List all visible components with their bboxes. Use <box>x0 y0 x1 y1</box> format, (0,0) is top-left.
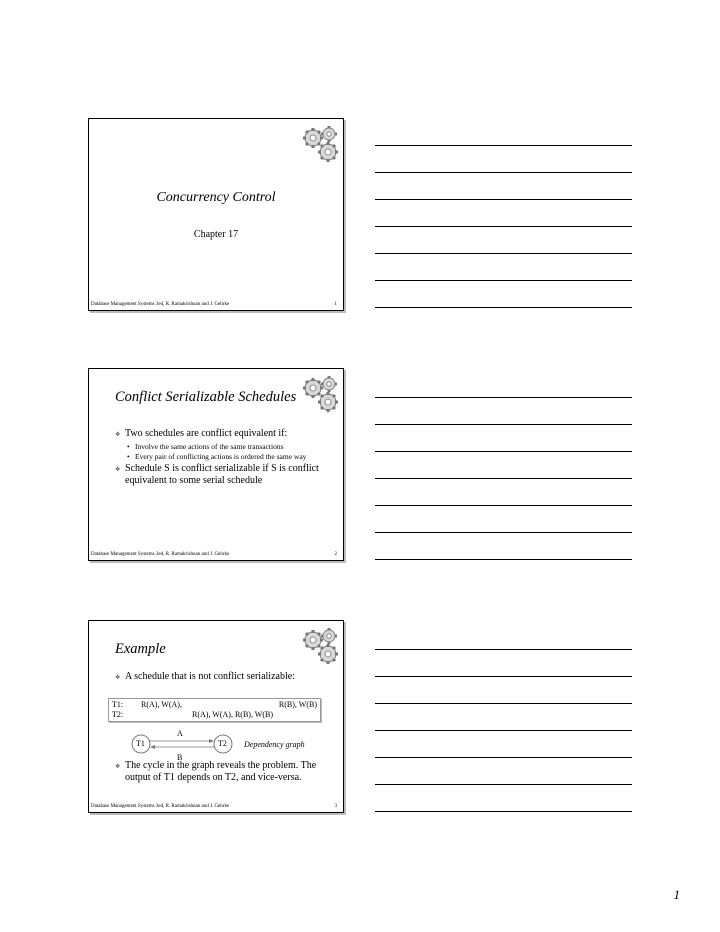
note-line <box>375 199 632 200</box>
note-line <box>375 811 632 812</box>
gears-icon <box>298 122 342 166</box>
slide-footer <box>91 552 337 557</box>
sub-bullet-item: • Every pair of conflicting actions is ordered the same way <box>127 452 331 462</box>
gears-icon <box>298 372 342 416</box>
note-line <box>375 532 632 533</box>
note-line <box>375 559 632 560</box>
note-line <box>375 730 632 731</box>
note-line <box>375 676 632 677</box>
bullet-list <box>115 671 331 685</box>
bullet-item: ❖ The cycle in the graph reveals the problem. The output of T1 depends on T2, and vice-versa. <box>115 760 331 784</box>
graph-node-t1-label: T1 <box>136 739 145 748</box>
gears-icon <box>298 624 342 668</box>
graph-caption: Dependency graph <box>244 740 305 749</box>
slide-heading: Example <box>115 641 166 657</box>
slide-number: 2 <box>334 552 337 557</box>
t1-actions-left: R(A), W(A), <box>141 700 182 709</box>
slide-footer <box>91 804 337 809</box>
note-line <box>375 478 632 479</box>
page-number: 1 <box>673 887 680 902</box>
bullet-list <box>115 760 331 786</box>
sub-bullet-list <box>127 442 331 461</box>
note-line <box>375 145 632 146</box>
slide-2 <box>88 368 344 561</box>
footer-text: Database Management Systems 3ed, R. Ramakrishnan and J. Gehrke <box>91 302 230 307</box>
note-line <box>375 397 632 398</box>
graph-edge-b-label: B <box>177 753 183 762</box>
note-line <box>375 307 632 308</box>
bullet-item <box>115 428 331 461</box>
note-line <box>375 280 632 281</box>
schedule-box <box>108 698 321 722</box>
slide-footer <box>91 302 337 307</box>
note-line <box>375 505 632 506</box>
note-line <box>375 757 632 758</box>
slide-subtitle: Chapter 17 <box>193 229 239 240</box>
note-line <box>375 649 632 650</box>
note-line <box>375 253 632 254</box>
slide-1 <box>88 118 344 311</box>
note-line <box>375 172 632 173</box>
note-line <box>375 424 632 425</box>
graph-edge-a-label: A <box>177 729 183 738</box>
slide-title: Concurrency Control <box>156 190 276 205</box>
note-line <box>375 226 632 227</box>
sub-bullet-item: • Involve the same actions of the same transactions <box>127 442 331 452</box>
bullet-item: ❖ Schedule S is conflict serializable if S is conflict equivalent to some serial schedule <box>115 463 331 487</box>
slide-heading: Conflict Serializable Schedules <box>115 389 297 405</box>
note-line <box>375 451 632 452</box>
note-line <box>375 784 632 785</box>
arrow-head-icon <box>209 739 214 743</box>
bullet-text: Two schedules are conflict equivalent if: <box>125 428 288 439</box>
bullet-item: ❖ A schedule that is not conflict serializable: <box>115 671 331 683</box>
note-line <box>375 703 632 704</box>
footer-text: Database Management Systems 3ed, R. Ramakrishnan and J. Gehrke <box>91 804 230 809</box>
arrow-head-icon <box>150 745 155 749</box>
graph-node-t2-label: T2 <box>218 739 227 748</box>
t2-actions: R(A), W(A), R(B), W(B) <box>192 710 274 719</box>
bullet-list <box>115 428 331 489</box>
t2-label: T2: <box>112 710 124 719</box>
t1-label: T1: <box>112 700 124 709</box>
slide-number: 3 <box>334 804 337 809</box>
slide-3 <box>88 620 344 813</box>
t1-actions-right: R(B), W(B) <box>278 700 317 709</box>
slide-number: 1 <box>334 302 337 307</box>
footer-text: Database Management Systems 3ed, R. Ramakrishnan and J. Gehrke <box>91 552 230 557</box>
